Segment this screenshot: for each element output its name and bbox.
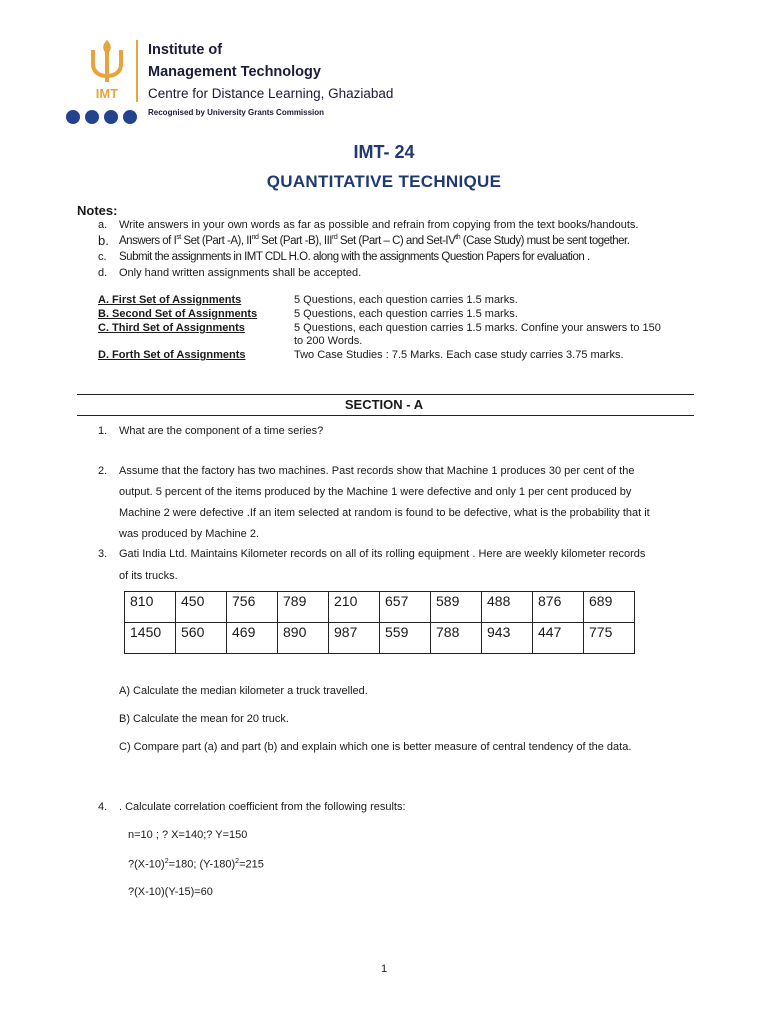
course-title: QUANTITATIVE TECHNIQUE — [266, 172, 502, 191]
note-letter: b. — [98, 233, 109, 248]
logo-dot — [66, 110, 80, 124]
section-rule-top — [77, 394, 694, 395]
institute-name-line1: Institute of — [148, 42, 223, 58]
institute-centre: Centre for Distance Learning, Ghaziabad — [148, 86, 394, 101]
set-b-desc: 5 Questions, each question carries 1.5 marks. — [294, 308, 518, 320]
q4-line1: n=10 ; ? X=140;? Y=150 — [128, 829, 248, 841]
table-row — [125, 623, 635, 654]
q4-number: 4. — [98, 801, 108, 813]
q3-part-c: C) Compare part (a) and part (b) and explain which one is better measure of central tendency of the data. — [119, 741, 632, 753]
note-text: Submit the assignments in IMT CDL H.O. along with the assignments Question Papers for evaluation . — [119, 251, 590, 263]
table-cell: 488 — [482, 592, 533, 623]
table-cell: 447 — [533, 623, 584, 654]
q2-number: 2. — [98, 465, 108, 477]
table-cell: 756 — [227, 592, 278, 623]
table-cell: 810 — [125, 592, 176, 623]
page-number: 1 — [380, 963, 388, 975]
logo-text: IMT — [95, 86, 119, 101]
q3-part-b: B) Calculate the mean for 20 truck. — [119, 713, 289, 725]
table-cell: 689 — [584, 592, 635, 623]
set-a-desc: 5 Questions, each question carries 1.5 marks. — [294, 294, 518, 306]
table-cell: 789 — [278, 592, 329, 623]
q3-part-a: A) Calculate the median kilometer a truck travelled. — [119, 685, 368, 697]
q4-line2: $?(X-10)^2=180$; $(Y-180)^2=215$ — [128, 858, 264, 871]
set-c-label: C. Third Set of Assignments — [98, 322, 245, 334]
q2-line: output. 5 percent of the items produced by the Machine 1 were defective and only 1 per cent produced by — [119, 486, 632, 498]
table-cell: 559 — [380, 623, 431, 654]
set-d-label: D. Forth Set of Assignments — [98, 349, 246, 361]
note-letter: a. — [98, 219, 108, 231]
q1-text: What are the component of a time series? — [119, 425, 324, 437]
table-cell: 210 — [329, 592, 380, 623]
table-cell: 469 — [227, 623, 278, 654]
notes-heading: Notes: — [77, 203, 118, 218]
table-cell: 890 — [278, 623, 329, 654]
q3-number: 3. — [98, 548, 108, 560]
set-c-desc-cont: to 200 Words. — [294, 335, 363, 347]
logo-dot — [85, 110, 99, 124]
imt-emblem-icon — [82, 38, 132, 104]
logo-dot — [104, 110, 118, 124]
q3-line: of its trucks. — [119, 570, 178, 582]
institute-recognition: Recognised by University Grants Commission — [148, 108, 325, 117]
course-code: IMT- 24 — [353, 142, 415, 162]
note-text: Write answers in your own words as far as possible and refrain from copying from the text books/handouts. — [119, 219, 639, 231]
q3-line: Gati India Ltd. Maintains Kilometer records on all of its rolling equipment . Here are weekly kilometer records — [119, 548, 646, 560]
logo-dot — [123, 110, 137, 124]
table-cell: 1450 — [125, 623, 176, 654]
logo-dots — [66, 110, 137, 124]
table-cell: 657 — [380, 592, 431, 623]
q2-line: Machine 2 were defective .If an item selected at random is found to be defective, what is the probability that it — [119, 507, 650, 519]
table-cell: 775 — [584, 623, 635, 654]
note-text: Answers of Ist Set (Part -A), IInd Set (Part -B), IIIrd Set (Part – C) and Set-IVth (Case Study) must be sent together. — [119, 234, 630, 247]
table-cell: 560 — [176, 623, 227, 654]
institute-name-line2: Management Technology — [148, 64, 321, 80]
note-letter: d. — [98, 267, 108, 279]
table-cell: 788 — [431, 623, 482, 654]
table-cell: 876 — [533, 592, 584, 623]
table-cell: 987 — [329, 623, 380, 654]
set-b-label: B. Second Set of Assignments — [98, 308, 258, 320]
q1-number: 1. — [98, 425, 108, 437]
q2-line: Assume that the factory has two machines. Past records show that Machine 1 produces 30 per cent of the — [119, 465, 635, 477]
q2-line: was produced by Machine 2. — [119, 528, 260, 540]
section-heading: SECTION - A — [344, 397, 424, 412]
table-cell: 943 — [482, 623, 533, 654]
table-cell: 589 — [431, 592, 482, 623]
q4-line3: ?(X-10)(Y-15)=60 — [128, 886, 213, 898]
set-c-desc: 5 Questions, each question carries 1.5 marks. Confine your answers to 150 — [294, 322, 661, 334]
table-row — [125, 592, 635, 623]
kilometer-table — [124, 591, 635, 654]
note-letter: c. — [98, 251, 107, 263]
section-rule-bottom — [77, 415, 694, 416]
table-cell: 450 — [176, 592, 227, 623]
set-d-desc: Two Case Studies : 7.5 Marks. Each case study carries 3.75 marks. — [294, 349, 624, 361]
q4-text: . Calculate correlation coefficient from the following results: — [119, 801, 406, 813]
set-a-label: A. First Set of Assignments — [98, 294, 242, 306]
note-text: Only hand written assignments shall be accepted. — [119, 267, 362, 279]
logo-divider — [136, 40, 138, 102]
